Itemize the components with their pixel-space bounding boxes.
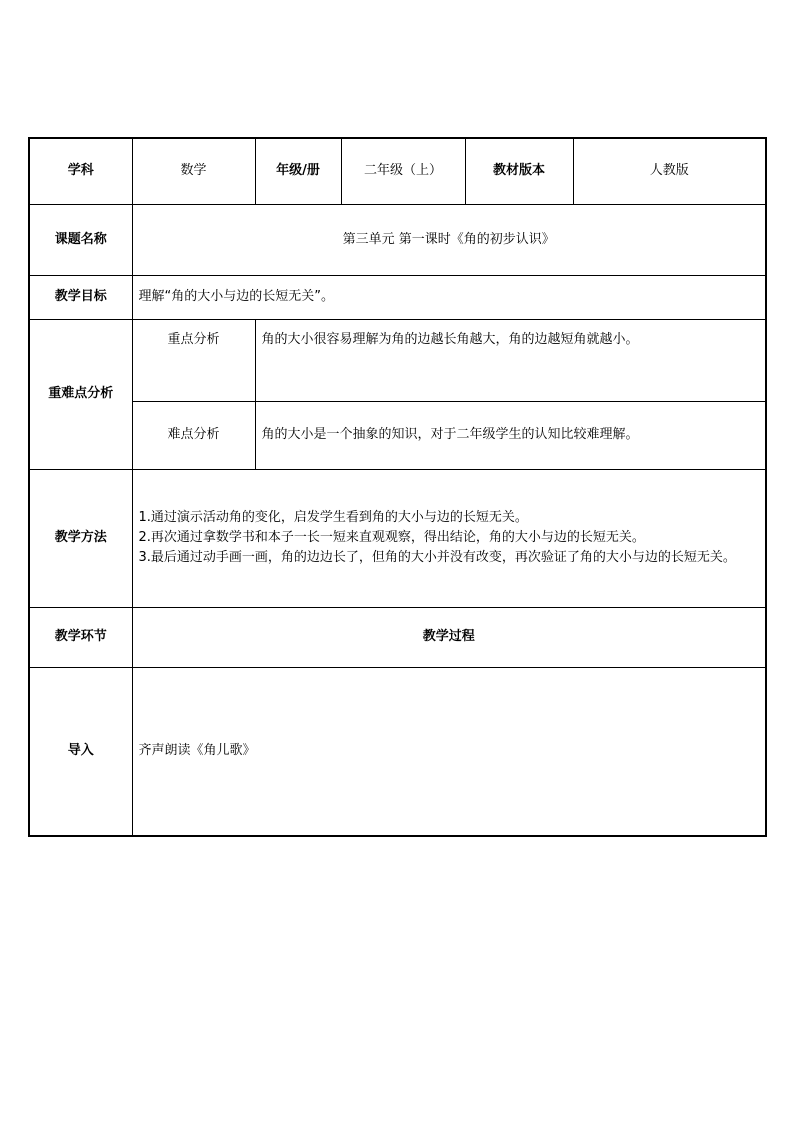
intro-content: 齐声朗读《角儿歌》 <box>132 667 766 836</box>
method-list <box>132 469 766 607</box>
difficult-point-row <box>29 401 766 469</box>
title-row <box>29 204 766 275</box>
edition-label: 教材版本 <box>465 138 573 204</box>
intro-stage: 导入 <box>29 667 132 836</box>
subject-label: 学科 <box>29 138 132 204</box>
process-header-row <box>29 607 766 667</box>
method-item: 3.最后通过动手画一画，角的边边长了，但角的大小并没有改变，再次验证了角的大小与边的长短无关。 <box>138 550 736 565</box>
method-item: 1.通过演示活动角的变化，启发学生看到角的大小与边的长短无关。 <box>138 510 528 525</box>
method-row <box>29 469 766 607</box>
key-point-label: 重点分析 <box>132 319 255 401</box>
difficult-point-label: 难点分析 <box>132 401 255 469</box>
goal-row <box>29 275 766 319</box>
key-point-value: 角的大小很容易理解为角的边越长角越大，角的边越短角就越小。 <box>255 319 766 401</box>
goal-label: 教学目标 <box>29 275 132 319</box>
subject-row <box>29 138 766 204</box>
grade-value: 二年级（上） <box>341 138 465 204</box>
difficult-point-value: 角的大小是一个抽象的知识，对于二年级学生的认知比较难理解。 <box>255 401 766 469</box>
lesson-plan-table <box>28 137 767 837</box>
lesson-title-label: 课题名称 <box>29 204 132 275</box>
stage-header: 教学环节 <box>29 607 132 667</box>
method-item: 2.再次通过拿数学书和本子一长一短来直观观察，得出结论，角的大小与边的长短无关。 <box>138 530 645 545</box>
edition-value: 人教版 <box>573 138 766 204</box>
key-difficult-label: 重难点分析 <box>29 319 132 469</box>
intro-row <box>29 667 766 836</box>
key-point-row <box>29 319 766 401</box>
process-header: 教学过程 <box>132 607 766 667</box>
lesson-title-value: 第三单元 第一课时《角的初步认识》 <box>132 204 766 275</box>
goal-value: 理解“角的大小与边的长短无关”。 <box>132 275 766 319</box>
subject-value: 数学 <box>132 138 255 204</box>
method-label: 教学方法 <box>29 469 132 607</box>
grade-label: 年级/册 <box>255 138 341 204</box>
